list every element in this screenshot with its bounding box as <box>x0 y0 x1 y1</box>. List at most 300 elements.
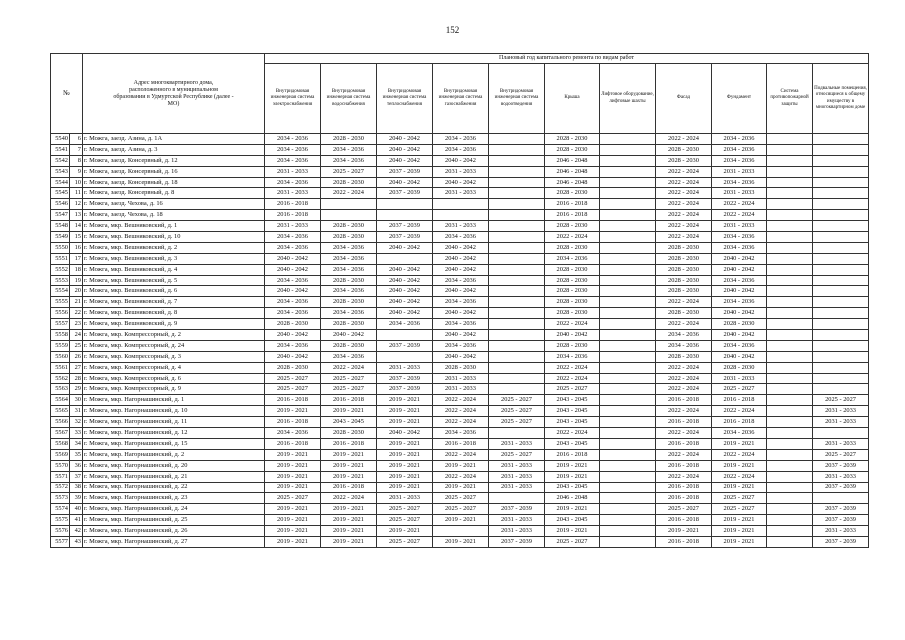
year-cell: 2034 - 2036 <box>265 275 321 286</box>
year-cell: 2019 - 2021 <box>433 536 489 547</box>
address-cell: г. Можга, мкр. Нагорнашинский, д. 11 <box>83 417 265 428</box>
year-cell: 2019 - 2021 <box>265 515 321 526</box>
year-cell: 2040 - 2042 <box>377 428 433 439</box>
year-cell: 2031 - 2033 <box>433 188 489 199</box>
row-number: 5558 <box>51 330 70 341</box>
table-row <box>51 242 869 253</box>
table-row <box>51 199 869 210</box>
year-cell <box>377 351 433 362</box>
row-number: 5563 <box>51 384 70 395</box>
year-cell: 2034 - 2036 <box>433 232 489 243</box>
row-index: 9 <box>70 166 83 177</box>
year-cell: 2022 - 2024 <box>545 319 600 330</box>
address-cell: г. Можга, мкр. Нагорнашинский, д. 10 <box>83 406 265 417</box>
year-cell: 2037 - 2039 <box>377 373 433 384</box>
row-number: 5551 <box>51 253 70 264</box>
year-cell: 2040 - 2042 <box>712 286 767 297</box>
row-number: 5564 <box>51 395 70 406</box>
table-row <box>51 177 869 188</box>
year-cell: 2025 - 2027 <box>433 504 489 515</box>
row-index: 15 <box>70 232 83 243</box>
row-number: 5560 <box>51 351 70 362</box>
year-cell: 2016 - 2018 <box>321 395 377 406</box>
year-cell: 2034 - 2036 <box>433 297 489 308</box>
year-cell: 2031 - 2033 <box>489 438 545 449</box>
table-row <box>51 166 869 177</box>
year-cell: 2019 - 2021 <box>712 482 767 493</box>
year-cell <box>600 330 656 341</box>
year-cell: 2022 - 2024 <box>545 428 600 439</box>
year-cell: 2040 - 2042 <box>377 286 433 297</box>
year-cell: 2019 - 2021 <box>377 482 433 493</box>
year-cell: 2031 - 2033 <box>712 373 767 384</box>
year-cell <box>489 264 545 275</box>
year-cell <box>600 253 656 264</box>
row-number: 5549 <box>51 232 70 243</box>
year-cell: 2034 - 2036 <box>712 232 767 243</box>
year-cell <box>489 330 545 341</box>
year-cell <box>321 199 377 210</box>
row-number: 5572 <box>51 482 70 493</box>
year-cell <box>767 242 813 253</box>
year-cell <box>600 221 656 232</box>
year-cell: 2016 - 2018 <box>656 395 712 406</box>
year-cell <box>600 406 656 417</box>
year-cell: 2046 - 2048 <box>545 166 600 177</box>
year-cell: 2016 - 2018 <box>712 395 767 406</box>
header-col-0: Внутридомовая инженерная система электроснабжения <box>265 64 321 134</box>
year-cell <box>600 438 656 449</box>
table-row <box>51 449 869 460</box>
year-cell: 2025 - 2027 <box>321 373 377 384</box>
table-header <box>51 54 869 134</box>
year-cell <box>767 449 813 460</box>
year-cell: 2022 - 2024 <box>656 362 712 373</box>
year-cell: 2022 - 2024 <box>656 177 712 188</box>
year-cell: 2019 - 2021 <box>712 460 767 471</box>
table-row <box>51 134 869 145</box>
year-cell: 2028 - 2030 <box>656 286 712 297</box>
row-number: 5541 <box>51 144 70 155</box>
year-cell: 2034 - 2036 <box>656 330 712 341</box>
year-cell <box>813 253 869 264</box>
year-cell <box>600 308 656 319</box>
year-cell: 2031 - 2033 <box>712 188 767 199</box>
year-cell: 2040 - 2042 <box>545 330 600 341</box>
year-cell: 2031 - 2033 <box>377 362 433 373</box>
year-cell: 2040 - 2042 <box>433 308 489 319</box>
year-cell: 2025 - 2027 <box>377 515 433 526</box>
row-index: 16 <box>70 242 83 253</box>
year-cell: 2028 - 2030 <box>321 340 377 351</box>
row-number: 5575 <box>51 515 70 526</box>
address-cell: г. Можга, мкр. Компрессорный, д. 6 <box>83 373 265 384</box>
table-row <box>51 504 869 515</box>
row-number: 5553 <box>51 275 70 286</box>
year-cell: 2037 - 2039 <box>813 536 869 547</box>
year-cell: 2034 - 2036 <box>712 297 767 308</box>
year-cell: 2028 - 2030 <box>545 340 600 351</box>
year-cell <box>600 417 656 428</box>
year-cell: 2019 - 2021 <box>377 449 433 460</box>
year-cell: 2019 - 2021 <box>545 504 600 515</box>
year-cell <box>767 177 813 188</box>
year-cell <box>813 297 869 308</box>
year-cell: 2025 - 2027 <box>321 166 377 177</box>
year-cell: 2019 - 2021 <box>712 515 767 526</box>
row-index: 30 <box>70 395 83 406</box>
year-cell: 2040 - 2042 <box>377 242 433 253</box>
year-cell <box>767 351 813 362</box>
year-cell <box>600 286 656 297</box>
row-index: 24 <box>70 330 83 341</box>
row-number: 5567 <box>51 428 70 439</box>
year-cell: 2019 - 2021 <box>377 526 433 537</box>
address-cell: г. Можга, мкр. Вешняковский, д. 6 <box>83 286 265 297</box>
year-cell: 2025 - 2027 <box>489 449 545 460</box>
year-cell <box>489 308 545 319</box>
year-cell: 2028 - 2030 <box>656 155 712 166</box>
row-index: 32 <box>70 417 83 428</box>
year-cell: 2034 - 2036 <box>321 242 377 253</box>
year-cell <box>813 340 869 351</box>
year-cell: 2043 - 2045 <box>321 417 377 428</box>
year-cell: 2025 - 2027 <box>813 449 869 460</box>
year-cell <box>600 232 656 243</box>
year-cell: 2031 - 2033 <box>377 493 433 504</box>
row-number: 5543 <box>51 166 70 177</box>
table-row <box>51 482 869 493</box>
year-cell: 2043 - 2045 <box>545 515 600 526</box>
year-cell: 2019 - 2021 <box>712 438 767 449</box>
year-cell: 2046 - 2048 <box>545 155 600 166</box>
year-cell: 2037 - 2039 <box>813 482 869 493</box>
address-cell: г. Можга, мкр. Вешняковский, д. 4 <box>83 264 265 275</box>
year-cell: 2040 - 2042 <box>377 264 433 275</box>
year-cell: 2022 - 2024 <box>656 373 712 384</box>
year-cell: 2022 - 2024 <box>433 417 489 428</box>
address-cell: г. Можга, мкр. Нагорнашинский, д. 27 <box>83 536 265 547</box>
year-cell: 2028 - 2030 <box>321 428 377 439</box>
year-cell: 2028 - 2030 <box>321 134 377 145</box>
year-cell <box>489 340 545 351</box>
year-cell <box>767 384 813 395</box>
address-cell: г. Можга, мкр. Нагорнашинский, д. 22 <box>83 482 265 493</box>
header-col-6: Лифтовое оборудование, лифтовые шахты <box>600 64 656 134</box>
year-cell <box>489 253 545 264</box>
year-cell: 2031 - 2033 <box>489 482 545 493</box>
year-cell <box>600 166 656 177</box>
year-cell <box>600 482 656 493</box>
year-cell <box>489 199 545 210</box>
year-cell <box>600 188 656 199</box>
year-cell: 2025 - 2027 <box>377 504 433 515</box>
table-row <box>51 362 869 373</box>
address-cell: г. Можга, мкр. Нагорнашинский, д. 20 <box>83 460 265 471</box>
row-index: 10 <box>70 177 83 188</box>
address-cell: г. Можга, мкр. Вешняковский, д. 5 <box>83 275 265 286</box>
year-cell: 2034 - 2036 <box>321 144 377 155</box>
year-cell: 2019 - 2021 <box>265 482 321 493</box>
year-cell: 2034 - 2036 <box>433 275 489 286</box>
year-cell: 2037 - 2039 <box>377 188 433 199</box>
year-cell: 2019 - 2021 <box>321 526 377 537</box>
year-cell: 2025 - 2027 <box>265 384 321 395</box>
year-cell: 2019 - 2021 <box>321 515 377 526</box>
year-cell <box>600 526 656 537</box>
year-cell <box>767 319 813 330</box>
year-cell <box>813 362 869 373</box>
year-cell: 2043 - 2045 <box>545 395 600 406</box>
year-cell: 2022 - 2024 <box>321 493 377 504</box>
address-cell: г. Можга, мкр. Нагорнашинский, д. 26 <box>83 526 265 537</box>
year-cell <box>767 340 813 351</box>
year-cell: 2016 - 2018 <box>656 536 712 547</box>
row-index: 28 <box>70 373 83 384</box>
address-cell: г. Можга, заезд. Чехова, д. 18 <box>83 210 265 221</box>
year-cell: 2016 - 2018 <box>265 417 321 428</box>
year-cell: 2040 - 2042 <box>712 351 767 362</box>
year-cell: 2040 - 2042 <box>712 264 767 275</box>
year-cell: 2043 - 2045 <box>545 417 600 428</box>
year-cell: 2025 - 2027 <box>712 504 767 515</box>
row-number: 5540 <box>51 134 70 145</box>
year-cell <box>767 286 813 297</box>
year-cell: 2028 - 2030 <box>712 319 767 330</box>
year-cell: 2016 - 2018 <box>656 515 712 526</box>
year-cell <box>600 134 656 145</box>
year-cell: 2019 - 2021 <box>433 482 489 493</box>
row-index: 13 <box>70 210 83 221</box>
year-cell <box>767 308 813 319</box>
year-cell: 2025 - 2027 <box>656 504 712 515</box>
year-cell <box>813 210 869 221</box>
year-cell: 2019 - 2021 <box>321 449 377 460</box>
year-cell <box>489 275 545 286</box>
table-row <box>51 417 869 428</box>
year-cell: 2016 - 2018 <box>321 482 377 493</box>
year-cell: 2046 - 2048 <box>545 177 600 188</box>
year-cell <box>767 210 813 221</box>
year-cell <box>813 493 869 504</box>
year-cell: 2025 - 2027 <box>712 493 767 504</box>
row-index: 37 <box>70 471 83 482</box>
year-cell <box>377 210 433 221</box>
year-cell: 2022 - 2024 <box>656 199 712 210</box>
year-cell: 2019 - 2021 <box>545 471 600 482</box>
year-cell: 2022 - 2024 <box>321 362 377 373</box>
year-cell: 2034 - 2036 <box>433 144 489 155</box>
year-cell <box>767 362 813 373</box>
year-cell: 2040 - 2042 <box>377 144 433 155</box>
year-cell: 2028 - 2030 <box>265 362 321 373</box>
row-index: 31 <box>70 406 83 417</box>
year-cell: 2040 - 2042 <box>433 330 489 341</box>
year-cell: 2019 - 2021 <box>265 406 321 417</box>
year-cell: 2031 - 2033 <box>265 166 321 177</box>
row-index: 33 <box>70 428 83 439</box>
year-cell <box>813 264 869 275</box>
year-cell: 2034 - 2036 <box>321 253 377 264</box>
year-cell: 2034 - 2036 <box>433 134 489 145</box>
row-number: 5546 <box>51 199 70 210</box>
year-cell: 2031 - 2033 <box>489 471 545 482</box>
year-cell <box>767 536 813 547</box>
row-index: 35 <box>70 449 83 460</box>
year-cell: 2034 - 2036 <box>321 308 377 319</box>
row-index: 34 <box>70 438 83 449</box>
year-cell: 2022 - 2024 <box>656 232 712 243</box>
year-cell: 2043 - 2045 <box>545 438 600 449</box>
capital-repair-table <box>50 53 869 548</box>
address-cell: г. Можга, заезд. Консервный, д. 8 <box>83 188 265 199</box>
row-number: 5550 <box>51 242 70 253</box>
year-cell <box>813 275 869 286</box>
year-cell <box>767 515 813 526</box>
year-cell <box>767 504 813 515</box>
year-cell: 2043 - 2045 <box>545 406 600 417</box>
year-cell: 2016 - 2018 <box>656 460 712 471</box>
year-cell: 2031 - 2033 <box>813 471 869 482</box>
year-cell <box>767 330 813 341</box>
year-cell: 2040 - 2042 <box>265 330 321 341</box>
year-cell: 2016 - 2018 <box>265 199 321 210</box>
year-cell: 2019 - 2021 <box>321 406 377 417</box>
year-cell: 2034 - 2036 <box>321 155 377 166</box>
year-cell: 2016 - 2018 <box>545 210 600 221</box>
address-cell: г. Можга, мкр. Нагорнашинский, д. 21 <box>83 471 265 482</box>
year-cell: 2019 - 2021 <box>265 460 321 471</box>
year-cell <box>767 482 813 493</box>
year-cell <box>489 134 545 145</box>
year-cell: 2034 - 2036 <box>265 155 321 166</box>
table-row <box>51 297 869 308</box>
table-row <box>51 264 869 275</box>
row-index: 23 <box>70 319 83 330</box>
table-row <box>51 493 869 504</box>
year-cell: 2034 - 2036 <box>265 308 321 319</box>
year-cell: 2016 - 2018 <box>321 438 377 449</box>
year-cell <box>433 210 489 221</box>
year-cell: 2022 - 2024 <box>712 449 767 460</box>
row-index: 29 <box>70 384 83 395</box>
year-cell: 2031 - 2033 <box>489 460 545 471</box>
year-cell: 2016 - 2018 <box>656 417 712 428</box>
address-cell: г. Можга, мкр. Компрессорный, д. 9 <box>83 384 265 395</box>
address-cell: г. Можга, мкр. Вешняковский, д. 9 <box>83 319 265 330</box>
row-number: 5570 <box>51 460 70 471</box>
table-row <box>51 319 869 330</box>
year-cell: 2040 - 2042 <box>377 297 433 308</box>
year-cell: 2016 - 2018 <box>265 395 321 406</box>
year-cell: 2028 - 2030 <box>656 264 712 275</box>
year-cell: 2028 - 2030 <box>656 242 712 253</box>
row-index: 18 <box>70 264 83 275</box>
address-cell: г. Можга, заезд. Консервный, д. 18 <box>83 177 265 188</box>
year-cell: 2037 - 2039 <box>377 221 433 232</box>
year-cell: 2031 - 2033 <box>813 406 869 417</box>
year-cell: 2019 - 2021 <box>545 526 600 537</box>
year-cell <box>600 536 656 547</box>
year-cell: 2028 - 2030 <box>545 308 600 319</box>
header-no: № <box>51 54 83 134</box>
year-cell: 2022 - 2024 <box>712 199 767 210</box>
year-cell: 2025 - 2027 <box>813 395 869 406</box>
row-number: 5552 <box>51 264 70 275</box>
row-number: 5555 <box>51 297 70 308</box>
year-cell <box>600 297 656 308</box>
year-cell <box>813 384 869 395</box>
table-row <box>51 351 869 362</box>
address-cell: г. Можга, мкр. Нагорнашинский, д. 12 <box>83 428 265 439</box>
address-cell: г. Можга, мкр. Нагорнашинский, д. 1 <box>83 395 265 406</box>
year-cell <box>489 428 545 439</box>
year-cell: 2034 - 2036 <box>433 428 489 439</box>
header-col-4: Внутридомовая инженерная система водоотведения <box>489 64 545 134</box>
year-cell: 2025 - 2027 <box>433 493 489 504</box>
year-cell: 2040 - 2042 <box>433 286 489 297</box>
year-cell <box>600 319 656 330</box>
year-cell: 2040 - 2042 <box>712 330 767 341</box>
year-cell: 2019 - 2021 <box>321 536 377 547</box>
year-cell <box>767 232 813 243</box>
table-row <box>51 221 869 232</box>
year-cell: 2019 - 2021 <box>377 460 433 471</box>
year-cell <box>813 428 869 439</box>
page-number: 152 <box>445 25 460 35</box>
row-index: 43 <box>70 536 83 547</box>
table-row <box>51 515 869 526</box>
year-cell: 2016 - 2018 <box>545 199 600 210</box>
year-cell <box>767 471 813 482</box>
year-cell <box>600 384 656 395</box>
row-number: 5556 <box>51 308 70 319</box>
year-cell <box>813 330 869 341</box>
year-cell: 2037 - 2039 <box>813 504 869 515</box>
row-number: 5568 <box>51 438 70 449</box>
year-cell: 2016 - 2018 <box>265 210 321 221</box>
row-index: 39 <box>70 493 83 504</box>
year-cell: 2034 - 2036 <box>712 134 767 145</box>
row-number: 5577 <box>51 536 70 547</box>
year-cell: 2019 - 2021 <box>265 536 321 547</box>
year-cell <box>433 199 489 210</box>
year-cell <box>600 449 656 460</box>
year-cell <box>767 406 813 417</box>
table-row <box>51 536 869 547</box>
address-cell: г. Можга, мкр. Нагорнашинский, д. 25 <box>83 515 265 526</box>
address-cell: г. Можга, мкр. Вешняковский, д. 8 <box>83 308 265 319</box>
year-cell <box>767 297 813 308</box>
year-cell: 2034 - 2036 <box>433 340 489 351</box>
year-cell <box>600 242 656 253</box>
address-cell: г. Можга, мкр. Нагорнашинский, д. 15 <box>83 438 265 449</box>
year-cell <box>767 199 813 210</box>
year-cell <box>767 395 813 406</box>
year-cell <box>600 373 656 384</box>
year-cell: 2025 - 2027 <box>545 384 600 395</box>
year-cell: 2025 - 2027 <box>489 417 545 428</box>
year-cell <box>489 166 545 177</box>
year-cell: 2034 - 2036 <box>265 134 321 145</box>
year-cell: 2034 - 2036 <box>712 242 767 253</box>
year-cell <box>600 504 656 515</box>
year-cell: 2022 - 2024 <box>656 428 712 439</box>
year-cell <box>813 319 869 330</box>
year-cell <box>813 232 869 243</box>
year-cell: 2022 - 2024 <box>656 134 712 145</box>
year-cell <box>600 340 656 351</box>
